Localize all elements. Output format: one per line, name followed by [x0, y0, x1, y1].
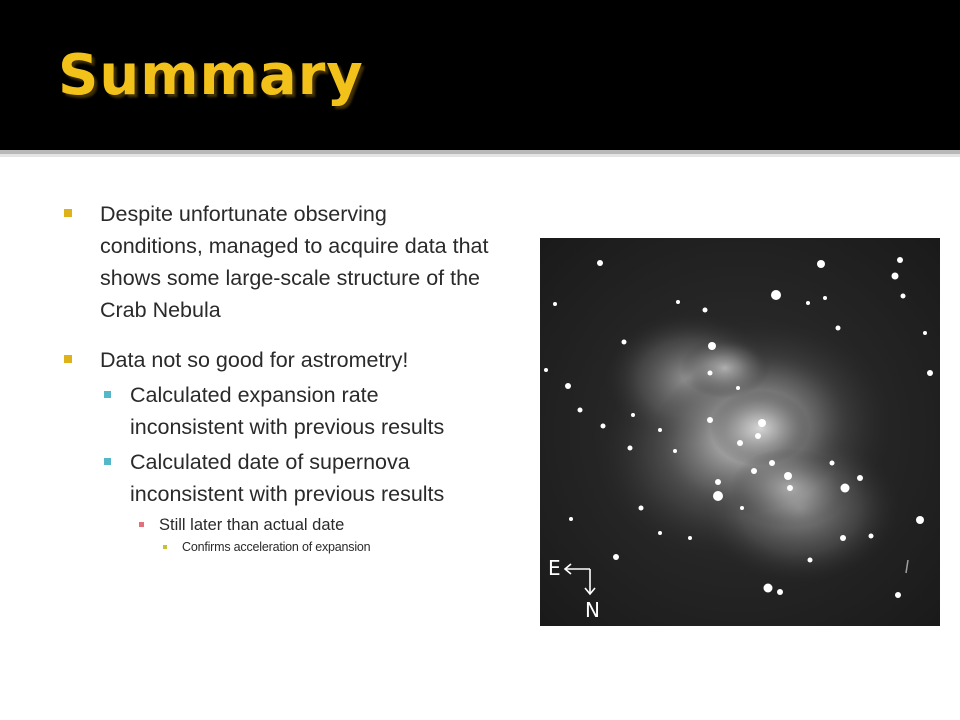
bullet-list: [62, 198, 492, 556]
square-bullet-icon: [64, 209, 72, 217]
bullet-text: Despite unfortunate observing conditions, managed to acquire data that shows some large-scale structure of the Crab Nebula: [100, 202, 489, 322]
sub-bullet-text: Calculated expansion rate inconsistent with previous results: [130, 383, 445, 439]
square-bullet-icon: [104, 391, 111, 398]
square-bullet-icon: [139, 522, 144, 527]
sub-bullet-item: [62, 446, 492, 510]
sub-bullet-item: [62, 379, 492, 443]
bullet-text: Data not so good for astrometry!: [100, 348, 409, 372]
bullet-item: [62, 344, 492, 376]
level4-bullet-item: [62, 538, 492, 556]
crab-nebula-image: [540, 238, 940, 626]
bullet-item: [62, 198, 492, 326]
square-bullet-icon: [163, 545, 167, 549]
sub-sub-bullet-text: Still later than actual date: [159, 516, 345, 534]
nebula-picture: [540, 238, 940, 626]
sub-sub-bullet-item: [62, 514, 492, 536]
compass-north-label: N: [585, 598, 600, 622]
sub-bullet-text: Calculated date of supernova inconsistent with previous results: [130, 450, 445, 506]
square-bullet-icon: [64, 355, 72, 363]
compass-east-label: E: [548, 556, 561, 580]
square-bullet-icon: [104, 458, 111, 465]
title-divider-shadow: [0, 154, 960, 157]
level4-bullet-text: Confirms acceleration of expansion: [182, 540, 371, 554]
slide-title: Summary: [58, 43, 364, 108]
